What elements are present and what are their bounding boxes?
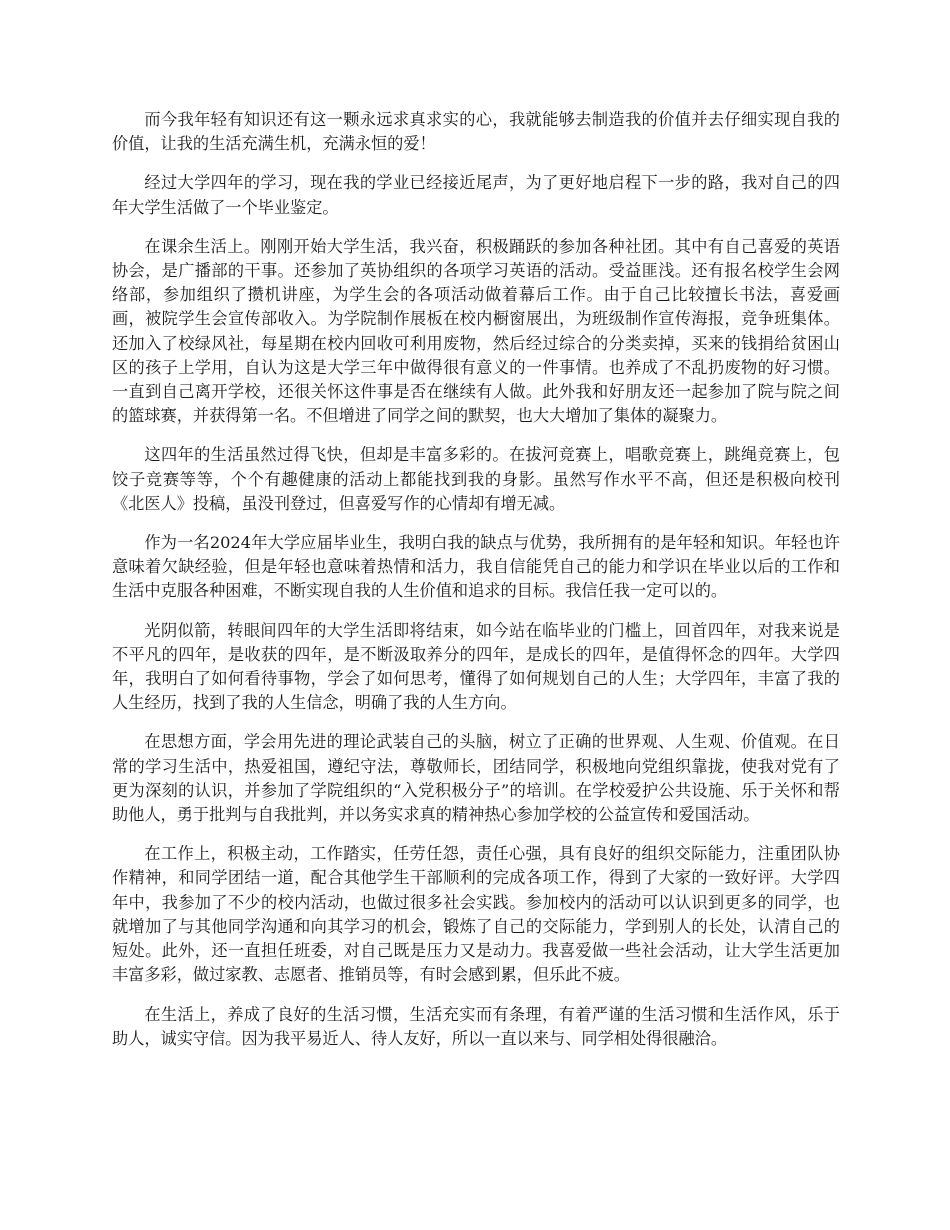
paragraph-2: 经过大学四年的学习，现在我的学业已经接近尾声，为了更好地启程下一步的路，我对自己的四年大学生活做了一个毕业鉴定。 — [112, 173, 840, 217]
paragraph-4: 这四年的生活虽然过得飞快，但却是丰富多彩的。在拔河竞赛上，唱歌竞赛上，跳绳竞赛上，包饺子竞赛等等，个个有趣健康的活动上都能找到我的身影。虽然写作水平不高，但还是积极向校刊《北医人》投稿，虽没刊登过，但喜爱写作的心情却有增无减。 — [112, 445, 840, 513]
paragraph-3: 在课余生活上。刚刚开始大学生活，我兴奋，积极踊跃的参加各种社团。其中有自己喜爱的英语协会，是广播部的干事。还参加了英协组织的各项学习英语的活动。受益匪浅。还有报名校学生会网络部，参加组织了攒机讲座，为学生会的各项活动做着幕后工作。由于自己比较擅长书法，喜爱画画，被院学生会宣传部收入。为学院制作展板在校内橱窗展出，为班级制作宣传海报，竞争班集体。还加入了校绿风社，每星期在校内回收可利用废物，然后经过综合的分类卖掉，买来的钱捐给贫困山区的孩子上学用，自认为这是大学三年中做得很有意义的一件事情。也养成了不乱扔废物的好习惯。一直到自己离开学校，还很关怀这件事是否在继续有人做。此外我和好朋友还一起参加了院与院之间的篮球赛，并获得第一名。不但增进了同学之间的默契，也大大增加了集体的凝聚力。 — [112, 236, 840, 426]
paragraph-5: 作为一名2024年大学应届毕业生，我明白我的缺点与优势，我所拥有的是年轻和知识。年轻也许意味着欠缺经验，但是年轻也意味着热情和活力，我自信能凭自己的能力和学识在毕业以后的工作和生活中克服各种困难，不断实现自我的人生价值和追求的目标。我信任我一定可以的。 — [112, 533, 840, 601]
paragraph-6: 光阴似箭，转眼间四年的大学生活即将结束，如今站在临毕业的门槛上，回首四年，对我来说是不平凡的四年，是收获的四年，是不断汲取养分的四年，是成长的四年，是值得怀念的四年。大学四年，我明白了如何看待事物，学会了如何思考，懂得了如何规划自己的人生；大学四年，丰富了我的人生经历，找到了我的人生信念，明确了我的人生方向。 — [112, 620, 840, 713]
paragraph-7: 在思想方面，学会用先进的理论武装自己的头脑，树立了正确的世界观、人生观、价值观。在日常的学习生活中，热爱祖国，遵纪守法，尊敬师长，团结同学，积极地向党组织靠拢，使我对党有了更为深刻的认识，并参加了学院组织的“入党积极分子”的培训。在学校爱护公共设施、乐于关怀和帮助他人，勇于批判与自我批判，并以务实求真的精神热心参加学校的公益宣传和爱国活动。 — [112, 732, 840, 825]
paragraph-1: 而今我年轻有知识还有这一颗永远求真求实的心，我就能够去制造我的价值并去仔细实现自我的价值，让我的生活充满生机，充满永恒的爱！ — [112, 110, 840, 154]
document-body — [112, 108, 840, 1066]
paragraph-8: 在工作上，积极主动，工作踏实，任劳任怨，责任心强，具有良好的组织交际能力，注重团队协作精神，和同学团结一道，配合其他学生干部顺利的完成各项工作，得到了大家的一致好评。大学四年中，我参加了不少的校内活动，也做过很多社会实践。参加校内的活动可以认识到更多的同学，也就增加了与其他同学沟通和向其学习的机会，锻炼了自己的交际能力，学到别人的长处，认清自己的短处。此外，还一直担任班委，对自己既是压力又是动力。我喜爱做一些社会活动，让大学生活更加丰富多彩，做过家教、志愿者、推销员等，有时会感到累，但乐此不疲。 — [112, 844, 840, 985]
paragraph-9: 在生活上，养成了良好的生活习惯，生活充实而有条理，有着严谨的生活习惯和生活作风，乐于助人，诚实守信。因为我平易近人、待人友好，所以一直以来与、同学相处得很融洽。 — [112, 1004, 840, 1048]
